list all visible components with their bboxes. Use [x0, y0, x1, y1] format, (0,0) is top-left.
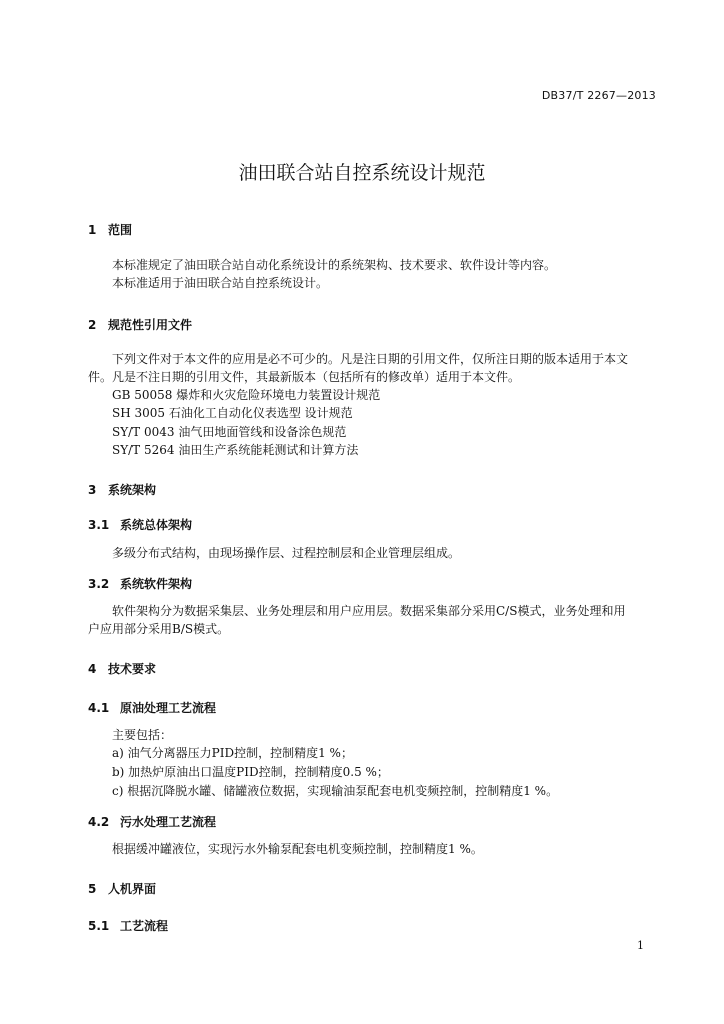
list-item: a) 油气分离器压力PID控制，控制精度1 %；: [112, 746, 353, 760]
document-code-header: DB37/T 2267—2013: [541, 89, 656, 102]
paragraph: 主要包括：: [112, 728, 173, 742]
section-heading-5: 5 人机界面: [88, 882, 157, 896]
section-heading-2: 2 规范性引用文件: [88, 318, 193, 332]
section-heading-1: 1 范围: [88, 223, 133, 237]
paragraph: 根据缓冲罐液位，实现污水外输泵配套电机变频控制，控制精度1 %。: [112, 842, 483, 856]
section-heading-4-2: 4.2 污水处理工艺流程: [88, 815, 217, 829]
reference-item: SY/T 5264 油田生产系统能耗测试和计算方法: [112, 443, 359, 457]
reference-item: SH 3005 石油化工自动化仪表选型 设计规范: [112, 406, 353, 420]
list-item: c) 根据沉降脱水罐、储罐液位数据，实现输油泵配套电机变频控制，控制精度1 %。: [112, 784, 559, 798]
section-heading-4-1: 4.1 原油处理工艺流程: [88, 701, 217, 715]
paragraph: 下列文件对于本文件的应用是必不可少的。凡是注日期的引用文件，仅所注日期的版本适用于本文: [112, 352, 629, 366]
section-heading-3-2: 3.2 系统软件架构: [88, 577, 193, 591]
page-number: 1: [637, 939, 644, 952]
section-heading-4: 4 技术要求: [88, 662, 157, 676]
reference-item: GB 50058 爆炸和火灾危险环境电力装置设计规范: [112, 388, 381, 402]
document-title: 油田联合站自控系统设计规范: [238, 162, 486, 184]
paragraph: 件。凡是不注日期的引用文件，其最新版本（包括所有的修改单）适用于本文件。: [88, 370, 521, 384]
section-heading-3-1: 3.1 系统总体架构: [88, 518, 193, 532]
reference-item: SY/T 0043 油气田地面管线和设备涂色规范: [112, 425, 347, 439]
paragraph: 多级分布式结构，由现场操作层、过程控制层和企业管理层组成。: [112, 546, 461, 560]
list-item: b) 加热炉原油出口温度PID控制，控制精度0.5 %；: [112, 765, 389, 779]
paragraph: 户应用部分采用B/S模式。: [88, 622, 230, 636]
section-heading-3: 3 系统架构: [88, 483, 157, 497]
paragraph: 本标准适用于油田联合站自控系统设计。: [112, 276, 329, 290]
paragraph: 本标准规定了油田联合站自动化系统设计的系统架构、技术要求、软件设计等内容。: [112, 258, 557, 272]
section-heading-5-1: 5.1 工艺流程: [88, 919, 169, 933]
paragraph: 软件架构分为数据采集层、业务处理层和用户应用层。数据采集部分采用C/S模式，业务处理和用: [112, 604, 626, 618]
